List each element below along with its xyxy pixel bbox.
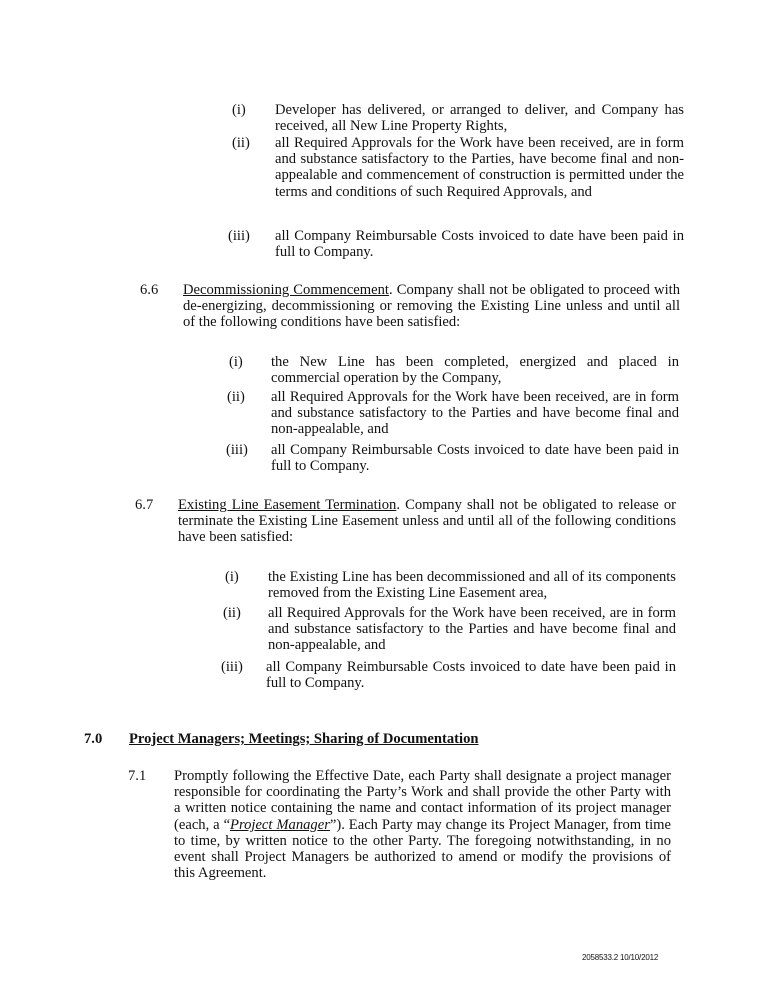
list-item: [232, 135, 684, 200]
defined-term: Project Manager: [230, 816, 330, 833]
section-body: Promptly following the Effective Date, each Party shall designate a project manager responsible for coordinating the Party’s Work and shall provide the other Party with a written notice containing the name and contact information of its project manager (each, a “: [174, 768, 671, 833]
list-item-number: (ii): [232, 135, 250, 151]
list-item: [225, 569, 676, 601]
list-item-text: all Company Reimbursable Costs invoiced to date have been paid in full to Company.: [275, 228, 684, 261]
section-number: 7.1: [128, 768, 147, 784]
section-title: Project Managers; Meetings; Sharing of Documentation: [129, 731, 479, 747]
list-item-number: (iii): [221, 659, 243, 675]
list-item-text: all Company Reimbursable Costs invoiced to date have been paid in full to Company.: [271, 442, 679, 475]
section-6-7: [135, 497, 676, 546]
list-item-number: (iii): [226, 442, 248, 458]
list-item-number: (i): [232, 102, 246, 118]
section-text: [178, 497, 676, 546]
section-text: [174, 768, 671, 881]
list-item-text: all Required Approvals for the Work have been received, are in form and substance satisfactory to the Parties, have become final and non-appealable and commencement of construction is permitted under the terms and conditions of such Required Approvals, and: [275, 135, 684, 200]
list-item-text: all Required Approvals for the Work have been received, are in form and substance satisfactory to the Parties and have become final and non-appealable, and: [268, 605, 676, 654]
section-number: 6.6: [140, 282, 159, 298]
list-item: [228, 228, 684, 260]
section-title: Existing Line Easement Termination: [178, 497, 397, 513]
list-item-text: the Existing Line has been decommissioned and all of its components removed from the Existing Line Easement area,: [268, 569, 676, 602]
section-text: [183, 282, 680, 331]
list-item: [229, 354, 679, 386]
section-body-continued: ”). Each Party may change its Project Manager, from time to time, by written notice to the other Party. The foregoing notwithstanding, in no event shall Project Managers be authorized to amend or modify the provisions of this Agreement.: [174, 816, 671, 882]
list-item-text: all Required Approvals for the Work have been received, are in form and substance satisfactory to the Parties and have become final and non-appealable, and: [271, 389, 679, 438]
list-item: [226, 442, 679, 474]
list-item-number: (ii): [223, 605, 241, 621]
list-item: [221, 659, 676, 691]
list-item-text: Developer has delivered, or arranged to deliver, and Company has received, all New Line Property Rights,: [275, 102, 684, 135]
list-item-number: (i): [229, 354, 243, 370]
list-item: [223, 605, 676, 654]
list-item-number: (ii): [227, 389, 245, 405]
section-7-1: [128, 768, 671, 881]
list-item-text: the New Line has been completed, energized and placed in commercial operation by the Company,: [271, 354, 679, 387]
section-body: . Company shall not be obligated to release or terminate the Existing Line Easement unless and until all of the following conditions have been satisfied:: [178, 497, 677, 546]
document-footer-id: 2058533.2 10/10/2012: [582, 953, 659, 962]
section-body: . Company shall not be obligated to proceed with de-energizing, decommissioning or removing the Existing Line unless and until all of the following conditions have been satisfied:: [183, 282, 681, 331]
list-item-text: all Company Reimbursable Costs invoiced to date have been paid in full to Company.: [266, 659, 676, 692]
section-title: Decommissioning Commencement: [183, 282, 389, 298]
section-6-6: [140, 282, 680, 331]
list-item: [232, 102, 684, 134]
list-item-number: (i): [225, 569, 239, 585]
list-item: [227, 389, 679, 438]
section-number: 6.7: [135, 497, 154, 513]
list-item-number: (iii): [228, 228, 250, 244]
section-number: 7.0: [84, 731, 103, 747]
